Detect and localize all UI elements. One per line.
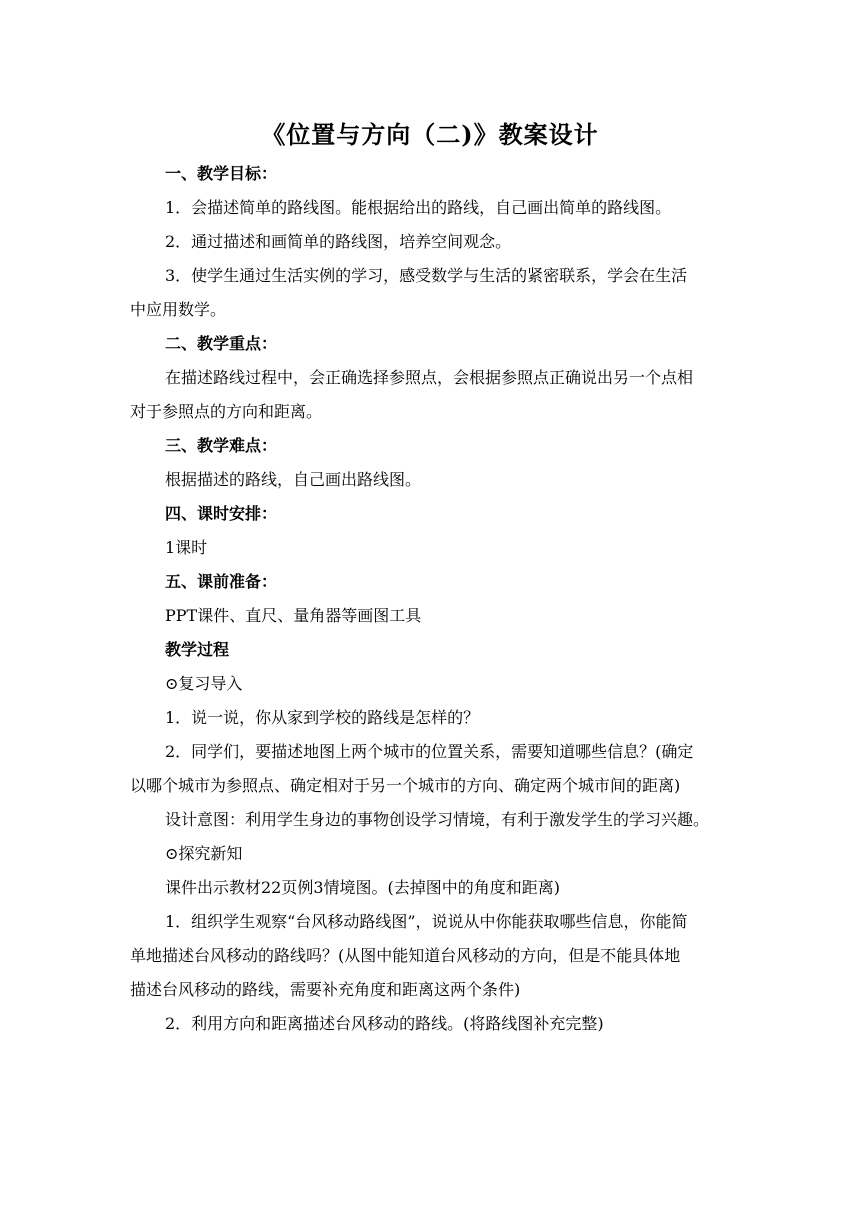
explore-item-1-line-1: 1．组织学生观察“台风移动路线图”，说说从中你能获取哪些信息，你能简 xyxy=(165,912,688,931)
goal-item-2: 2．通过描述和画简单的路线图，培养空间观念。 xyxy=(165,232,512,251)
page-title: 《位置与方向（二)》教案设计 xyxy=(261,120,599,149)
design-intent-text: 设计意图：利用学生身边的事物创设学习情境，有利于激发学生的学习兴趣。 xyxy=(165,810,710,829)
review-heading: ⊙复习导入 xyxy=(165,674,243,693)
section-heading-goals: 一、教学目标： xyxy=(165,164,278,183)
explore-heading: ⊙探究新知 xyxy=(165,844,243,863)
key-point-line-2: 对于参照点的方向和距离。 xyxy=(130,402,323,421)
section-heading-preparation: 五、课前准备： xyxy=(165,572,278,591)
difficulty-text: 根据描述的路线，自己画出路线图。 xyxy=(165,470,422,489)
section-heading-key-points: 二、教学重点： xyxy=(165,334,278,353)
goal-item-3-line-1: 3．使学生通过生活实例的学习，感受数学与生活的紧密联系，学会在生活 xyxy=(165,266,688,285)
section-heading-schedule: 四、课时安排： xyxy=(165,504,278,523)
review-item-2-line-1: 2．同学们，要描述地图上两个城市的位置关系，需要知道哪些信息？(确定 xyxy=(165,742,694,761)
section-heading-difficulties: 三、教学难点： xyxy=(165,436,278,455)
goal-item-3-line-2: 中应用数学。 xyxy=(130,300,227,319)
explore-item-2: 2．利用方向和距离描述台风移动的路线。(将路线图补充完整) xyxy=(165,1014,604,1033)
explore-item-1-line-2: 单地描述台风移动的路线吗？(从图中能知道台风移动的方向，但是不能具体地 xyxy=(130,946,681,965)
preparation-text: PPT课件、直尺、量角器等画图工具 xyxy=(165,606,422,625)
key-point-line-1: 在描述路线过程中，会正确选择参照点，会根据参照点正确说出另一个点相 xyxy=(165,368,694,387)
explore-intro: 课件出示教材22页例3情境图。(去掉图中的角度和距离) xyxy=(165,878,561,897)
schedule-text: 1课时 xyxy=(165,538,208,557)
explore-item-1-line-3: 描述台风移动的路线，需要补充角度和距离这两个条件) xyxy=(130,980,521,999)
goal-item-1: 1．会描述简单的路线图。能根据给出的路线，自己画出简单的路线图。 xyxy=(165,198,672,217)
review-item-1: 1．说一说，你从家到学校的路线是怎样的？ xyxy=(165,708,480,727)
review-item-2-line-2: 以哪个城市为参照点、确定相对于另一个城市的方向、确定两个城市间的距离) xyxy=(130,776,681,795)
process-heading: 教学过程 xyxy=(165,640,230,659)
